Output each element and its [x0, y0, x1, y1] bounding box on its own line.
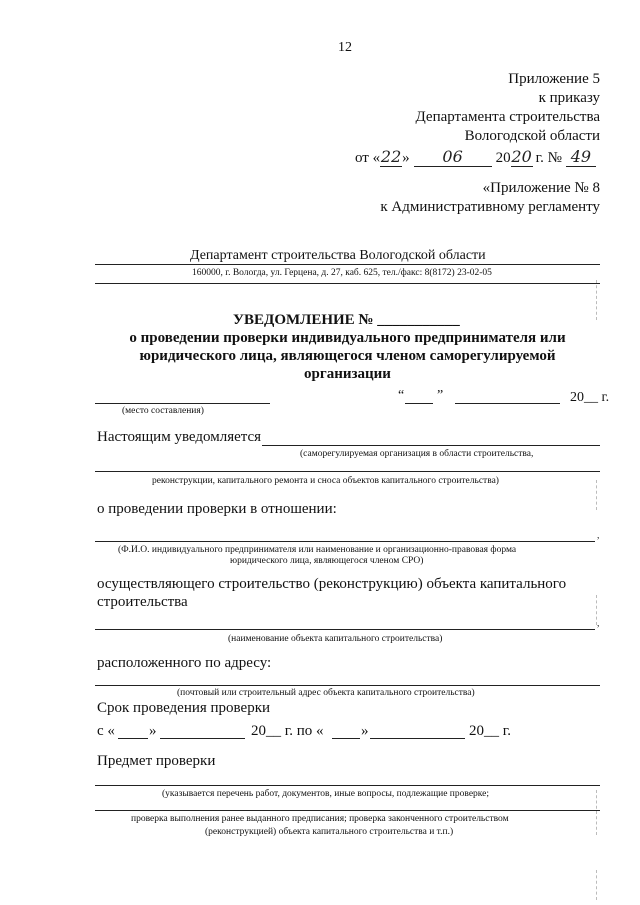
object-comma: ,: [597, 619, 600, 629]
department-rule-bottom: [95, 283, 600, 284]
matter-field-2[interactable]: [95, 810, 600, 811]
object-line-2: строительства: [97, 594, 188, 610]
subject-field[interactable]: [95, 541, 595, 542]
appendix-line1: Приложение 5: [508, 71, 600, 87]
period-close-1: »: [149, 723, 157, 739]
quote-close: ”: [437, 388, 444, 403]
subject-label: о проведении проверки в отношении:: [97, 501, 337, 517]
department-name: Департамент строительства Вологодской области: [190, 248, 486, 263]
date-year: 20: [511, 147, 532, 166]
date-prefix: от «: [355, 150, 381, 166]
period-day-2[interactable]: [332, 738, 360, 739]
address-caption: (почтовый или строительный адрес объекта капитального строительства): [177, 688, 475, 698]
sro-field[interactable]: [262, 445, 600, 446]
notify-label: Настоящим уведомляется: [97, 429, 262, 445]
notice-subtitle-3: организации: [304, 366, 391, 382]
date-mid: »: [402, 150, 410, 166]
object-field[interactable]: [95, 629, 595, 630]
scan-mark-1: [596, 280, 597, 320]
subject-comma: ,: [597, 531, 600, 541]
month-field[interactable]: [455, 403, 560, 404]
sro-caption-1: (саморегулируемая организация в области строительства,: [300, 449, 534, 459]
appendix-line4: Вологодской области: [464, 128, 600, 144]
page-number: 12: [338, 40, 352, 55]
period-close-2: »: [361, 723, 369, 739]
period-label: Срок проведения проверки: [97, 700, 271, 716]
period-year-1: 20__ г. по «: [251, 723, 324, 739]
sro-field-2[interactable]: [95, 471, 600, 472]
sro-caption-2: реконструкции, капитального ремонта и сноса объектов капитального строительства): [152, 476, 499, 486]
scan-mark-4: [596, 790, 597, 835]
year-field: 20__ г.: [570, 390, 610, 405]
notice-title: УВЕДОМЛЕНИЕ № ___________: [233, 312, 460, 328]
address-field[interactable]: [95, 685, 600, 686]
date-number: 49: [566, 147, 596, 167]
matter-caption-1: (указывается перечень работ, документов, иные вопросы, подлежащие проверке;: [162, 789, 490, 799]
date-day: 22: [380, 147, 402, 166]
period-day-1[interactable]: [118, 738, 148, 739]
scan-mark-5: [596, 870, 597, 900]
place-field[interactable]: [95, 403, 270, 404]
notice-subtitle-1: о проведении проверки индивидуального предпринимателя или: [129, 330, 566, 346]
scan-mark-2: [596, 480, 597, 510]
order-date: [355, 147, 596, 167]
matter-label: Предмет проверки: [97, 753, 216, 769]
notice-subtitle-2: юридического лица, являющегося членом саморегулируемой: [139, 348, 556, 364]
matter-field[interactable]: [95, 785, 600, 786]
place-caption: (место составления): [122, 406, 204, 416]
appendix-line3: Департамента строительства: [415, 109, 600, 125]
department-rule: [95, 264, 600, 265]
period-year-2: 20__ г.: [469, 723, 511, 739]
subject-caption-1: (Ф.И.О. индивидуального предпринимателя или наименование и организационно-правовая форма: [118, 545, 517, 555]
address-label: расположенного по адресу:: [97, 655, 272, 671]
day-field[interactable]: [405, 403, 433, 404]
appendix-line2: к приказу: [538, 90, 600, 106]
date-year-prefix: 20: [495, 150, 511, 166]
object-line-1: осуществляющего строительство (реконструкцию) объекта капитального: [97, 576, 567, 592]
matter-caption-3: (реконструкцией) объекта капитального строительства и т.п.): [205, 827, 454, 837]
object-caption: (наименование объекта капитального строительства): [228, 634, 443, 644]
period-from: с «: [97, 723, 115, 739]
date-number-label: г. №: [535, 150, 562, 166]
matter-caption-2: проверка выполнения ранее выданного предписания; проверка законченного строительством: [131, 814, 509, 824]
subject-caption-2: юридического лица, являющегося членом СРО): [230, 556, 424, 566]
appendix8-line1: «Приложение № 8: [482, 180, 600, 196]
period-month-1[interactable]: [160, 738, 245, 739]
date-month: 06: [414, 147, 492, 167]
quote-open: “: [398, 388, 405, 403]
appendix8-line2: к Административному регламенту: [380, 199, 600, 215]
scan-mark-3: [596, 595, 597, 625]
period-month-2[interactable]: [370, 738, 465, 739]
department-address: 160000, г. Вологда, ул. Герцена, д. 27, каб. 625, тел./факс: 8(8172) 23-02-05: [192, 268, 492, 278]
